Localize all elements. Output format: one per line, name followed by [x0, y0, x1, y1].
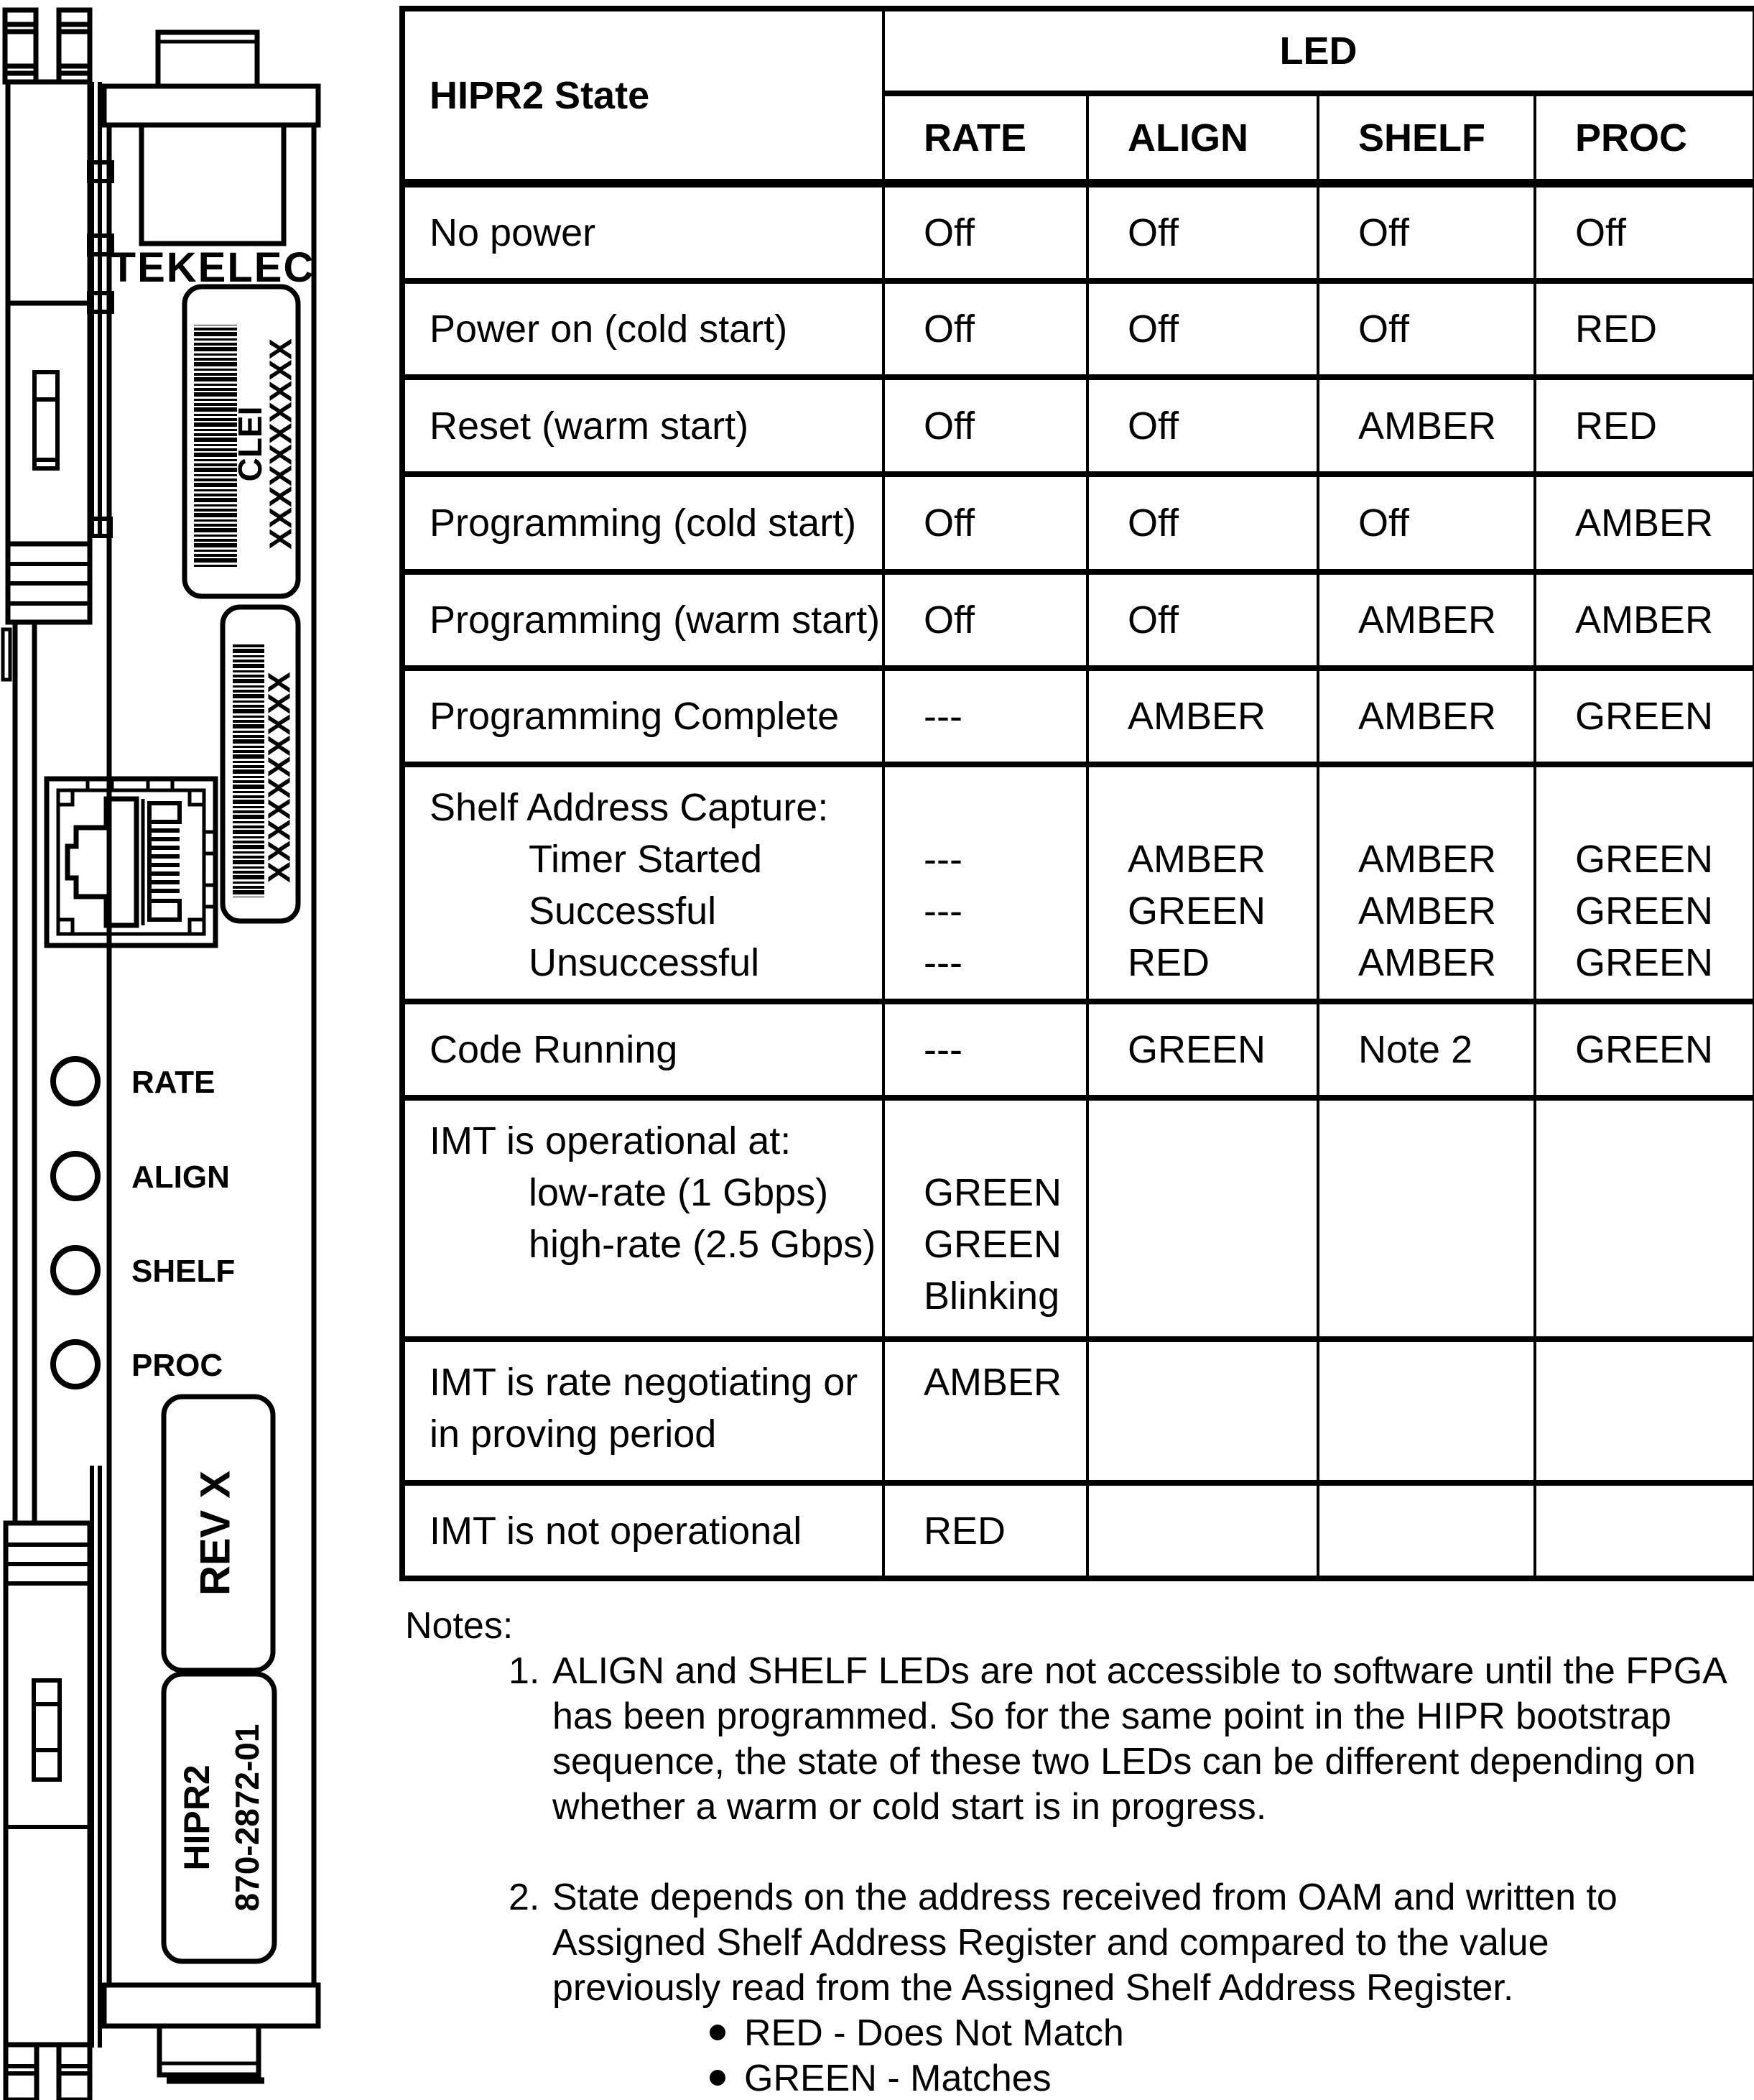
led-cell-shelf [1318, 764, 1535, 1002]
align-led [53, 1154, 98, 1198]
brand-logo: TEKELEC [110, 244, 315, 291]
note-number: 2. [509, 1877, 540, 1918]
table-row [402, 377, 1754, 474]
rate-led [53, 1059, 98, 1104]
led-cell-proc: GREEN [1535, 668, 1754, 764]
clei-label-serial: XXXXXXXXXX [263, 338, 299, 550]
bullet-icon [710, 2070, 725, 2086]
proc-led [53, 1342, 98, 1387]
clei-label-title: CLEI [231, 406, 269, 482]
note-line: has been programmed. So for the same point in the HIPR bootstrap [552, 1696, 1671, 1737]
cell-line: AMBER [924, 1361, 1062, 1404]
cell-line [1358, 782, 1533, 833]
led-cell-rate: RED [883, 1483, 1087, 1578]
led-cell-shelf: Note 2 [1318, 1002, 1535, 1098]
table-row [402, 1002, 1754, 1098]
led-state-table [399, 6, 1754, 1581]
shelf-led-label: SHELF [131, 1254, 236, 1289]
cell-line: GREEN [1575, 838, 1714, 881]
table-row [402, 764, 1754, 1002]
led-cell-align: Off [1087, 377, 1318, 474]
rev-label-text: REV X [192, 1470, 239, 1596]
note-line: 1. ALIGN and SHELF LEDs are not accessible to software until the FPGA [399, 1649, 1743, 1694]
led-cell-proc [1535, 1339, 1754, 1483]
state-cell: No power [402, 183, 883, 281]
card-bottom-ejector [6, 1466, 100, 2100]
cell-line: Successful [529, 889, 717, 933]
board-name-text: HIPR2 [177, 1764, 218, 1871]
state-cell: Code Running [402, 1002, 883, 1098]
cell-line: IMT is rate negotiating or [430, 1361, 858, 1404]
notes-title: Notes: [405, 1605, 514, 1647]
led-cell-rate: --- [883, 1002, 1087, 1098]
led-cell-shelf: AMBER [1318, 668, 1535, 764]
led-cell-rate: --- [883, 668, 1087, 764]
cell-line: AMBER [1128, 838, 1266, 881]
state-cell: Power on (cold start) [402, 281, 883, 377]
cell-line: AMBER [1358, 941, 1497, 984]
led-cell-proc [1535, 1483, 1754, 1578]
cell-line: RED [1128, 941, 1210, 984]
led-cell-align [1087, 764, 1318, 1002]
note-line: whether a warm or cold start is in progress. [552, 1786, 1267, 1828]
hipr2-card-drawing [0, 0, 399, 2100]
led-cell-align: Off [1087, 474, 1318, 572]
note-line: previously read from the Assigned Shelf Address Register. [552, 1967, 1514, 2009]
table-row [402, 668, 1754, 764]
led-cell-align: Off [1087, 183, 1318, 281]
led-cell-proc: Off [1535, 183, 1754, 281]
proc-led-label: PROC [131, 1348, 223, 1383]
state-cell [402, 1098, 883, 1339]
state-column-header: HIPR2 State [402, 9, 883, 183]
shelf-led [53, 1248, 98, 1292]
led-cell-shelf [1318, 1339, 1535, 1483]
led-cell-proc: RED [1535, 377, 1754, 474]
state-cell [402, 764, 883, 1002]
note-line: Assigned Shelf Address Register and compared to the value [552, 1922, 1549, 1963]
led-cell-rate: Off [883, 281, 1087, 377]
led-cell-proc [1535, 1098, 1754, 1339]
rev-label [164, 1397, 273, 1670]
clei-barcode [194, 325, 237, 569]
cell-line: GREEN [1128, 889, 1266, 933]
led-cell-shelf: Off [1318, 474, 1535, 572]
column-header-align: ALIGN [1087, 93, 1318, 183]
cell-line: Timer Started [529, 838, 763, 881]
state-cell: IMT is not operational [402, 1483, 883, 1578]
cell-line: IMT is operational at: [430, 1119, 792, 1162]
led-cell-align: Off [1087, 572, 1318, 668]
led-cell-rate: Off [883, 183, 1087, 281]
cell-line: --- [924, 838, 962, 881]
column-header-rate: RATE [883, 93, 1087, 183]
cell-line: --- [924, 941, 962, 984]
cell-line: Unsuccessful [529, 941, 760, 984]
note-spacer [399, 1830, 1743, 1875]
led-cell-shelf: AMBER [1318, 377, 1535, 474]
align-led-label: ALIGN [131, 1160, 230, 1195]
cell-line: high-rate (2.5 Gbps) [529, 1223, 876, 1266]
table-row [402, 572, 1754, 668]
led-cell-align: AMBER [1087, 668, 1318, 764]
notes-section [399, 1604, 1743, 2100]
led-cell-rate: Off [883, 474, 1087, 572]
led-cell-align [1087, 1098, 1318, 1339]
column-header-proc: PROC [1535, 93, 1754, 183]
note-line: sequence, the state of these two LEDs can be different depending on [552, 1741, 1696, 1782]
cell-line [1128, 782, 1316, 833]
table-row [402, 281, 1754, 377]
table-row [402, 183, 1754, 281]
led-cell-shelf: AMBER [1318, 572, 1535, 668]
cell-line: AMBER [1358, 838, 1497, 881]
table-row [402, 1098, 1754, 1339]
serial-barcode [233, 644, 264, 897]
table-row [402, 1483, 1754, 1578]
cell-line: --- [924, 889, 962, 933]
bullet-icon [710, 2025, 725, 2040]
led-cell-align: GREEN [1087, 1002, 1318, 1098]
board-id-label [164, 1674, 274, 1961]
led-cell-shelf: Off [1318, 281, 1535, 377]
cell-line [1575, 782, 1752, 833]
cell-line: in proving period [430, 1412, 717, 1456]
led-cell-shelf [1318, 1098, 1535, 1339]
led-cell-rate [883, 1339, 1087, 1483]
led-cell-shelf [1318, 1483, 1535, 1578]
table-row [402, 474, 1754, 572]
led-cell-rate [883, 764, 1087, 1002]
rate-led-label: RATE [131, 1065, 215, 1100]
led-cell-rate: Off [883, 572, 1087, 668]
led-indicators [53, 1059, 235, 1387]
state-cell: Reset (warm start) [402, 377, 883, 474]
led-cell-proc: AMBER [1535, 474, 1754, 572]
led-cell-rate: Off [883, 377, 1087, 474]
led-group-header: LED [883, 9, 1754, 93]
state-cell: Programming Complete [402, 668, 883, 764]
led-cell-shelf: Off [1318, 183, 1535, 281]
state-cell: Programming (cold start) [402, 474, 883, 572]
state-cell: Programming (warm start) [402, 572, 883, 668]
cell-line: Blinking [924, 1275, 1060, 1318]
led-cell-align [1087, 1339, 1318, 1483]
serial-label-text: XXXXXXXXXX [261, 672, 297, 883]
cell-line: low-rate (1 Gbps) [529, 1171, 829, 1214]
board-part-number-text: 870-2872-01 [228, 1724, 266, 1912]
serial-barcode-label [223, 607, 298, 921]
cell-line: GREEN [924, 1171, 1062, 1214]
cell-line [924, 1408, 1085, 1460]
note-number: 1. [509, 1650, 540, 1692]
cell-line: AMBER [1358, 889, 1497, 933]
led-cell-proc [1535, 764, 1754, 1002]
cell-line: GREEN [1575, 889, 1714, 933]
led-cell-proc: GREEN [1535, 1002, 1754, 1098]
cell-line: GREEN [924, 1223, 1062, 1266]
led-cell-align: Off [1087, 281, 1318, 377]
led-cell-align [1087, 1483, 1318, 1578]
led-cell-proc: AMBER [1535, 572, 1754, 668]
cell-line: Shelf Address Capture: [430, 786, 829, 829]
note-bullet-line: GREEN - Matches [399, 2056, 1743, 2100]
table-row [402, 1339, 1754, 1483]
card-top-ejector [3, 10, 112, 1523]
cell-line [924, 1115, 1085, 1167]
cell-line [924, 782, 1085, 833]
state-cell [402, 1339, 883, 1483]
note-bullet-line: RED - Does Not Match [399, 2011, 1743, 2056]
clei-barcode-label [185, 287, 299, 596]
led-cell-rate [883, 1098, 1087, 1339]
column-header-shelf: SHELF [1318, 93, 1535, 183]
note-line: 2. State depends on the address received from OAM and written to [399, 1875, 1743, 1920]
cell-line: GREEN [1575, 941, 1714, 984]
led-cell-proc: RED [1535, 281, 1754, 377]
ethernet-port-icon [47, 779, 215, 945]
